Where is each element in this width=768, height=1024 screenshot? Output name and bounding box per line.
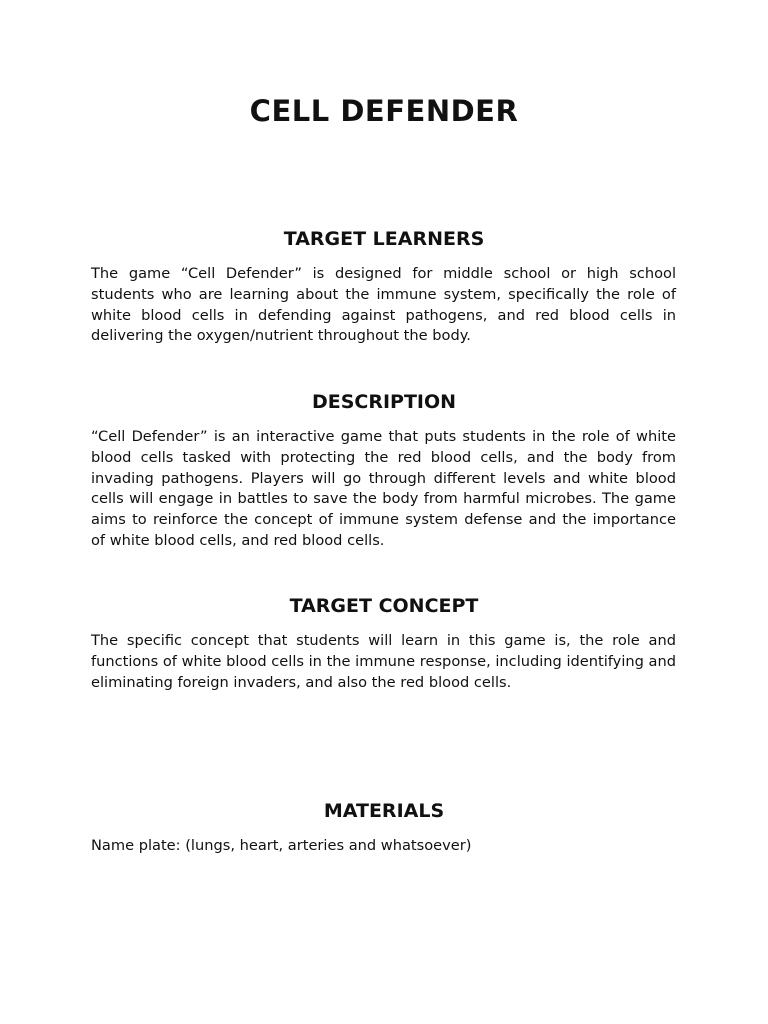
page-title: CELL DEFENDER (249, 94, 519, 128)
target-learners-text: The game “Cell Defender” is designed for middle school or high school students who are learning about the immune system, specifically the role of white blood cells in defending against pathogens, and red blood cells in delivering the oxygen/nutrient throughout the body. (91, 265, 676, 345)
target-concept-text: The specific concept that students will learn in this game is, the role and functions of white blood cells in the immune response, including identifying and eliminating foreign invaders, and also the red blood cells. (91, 632, 676, 691)
description-text: “Cell Defender” is an interactive game that puts students in the role of white blood cells tasked with protecting the red blood cells, and the body from invading pathogens. Players will go through different levels and white blood cells will engage in battles to save the body from harmful microbes. The game aims to reinforce the concept of immune system defense and the importance of white blood cells, and red blood cells. (91, 428, 676, 549)
target-concept-heading: TARGET CONCEPT (289, 595, 479, 617)
description-heading: DESCRIPTION (311, 391, 457, 413)
materials-text: Name plate: (lungs, heart, arteries and whatsoever) (91, 837, 472, 854)
materials-heading: MATERIALS (323, 800, 445, 822)
target-learners-heading: TARGET LEARNERS (283, 228, 485, 250)
